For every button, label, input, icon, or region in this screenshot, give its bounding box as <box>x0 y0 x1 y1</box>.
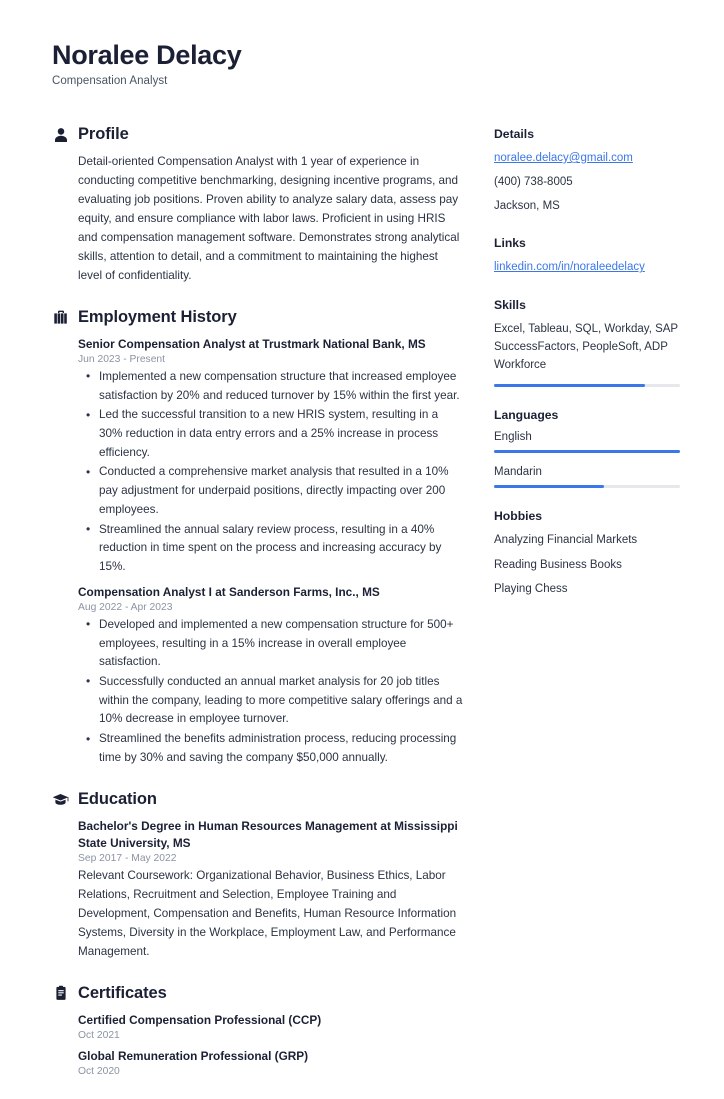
language-level-fill <box>494 450 680 453</box>
main-column <box>52 125 464 1099</box>
location: Jackson, MS <box>494 199 560 212</box>
certificate-entry <box>78 1048 464 1077</box>
section-education <box>52 790 464 962</box>
skills-level-fill <box>494 384 645 387</box>
section-employment-history <box>52 308 464 768</box>
employment-entry-bullets <box>78 616 464 768</box>
language-name: Mandarin <box>494 465 542 478</box>
certificate-title: Certified Compensation Professional (CCP) <box>78 1012 322 1027</box>
bullet-item: • Implemented a new compensation structure that increased employee satisfaction by 20% and reduced turnover by 15% within the first year. <box>78 368 464 405</box>
section-body-certificates <box>52 1012 464 1077</box>
section-title-education: Education <box>78 789 157 808</box>
section-header-employment <box>52 308 464 327</box>
employment-entry-title: Senior Compensation Analyst at Trustmark National Bank, MS <box>78 336 426 351</box>
employment-entry <box>78 336 464 577</box>
employment-entry-date: Jun 2023 - Present <box>78 353 166 365</box>
graduation-cap-icon <box>52 791 69 808</box>
section-certificates <box>52 984 464 1077</box>
education-entry-description: Relevant Coursework: Organizational Behavior, Business Ethics, Labor Relations, Recruitment and Selection, Employee Training and Development, Compensation and Benefits, Human Resource Information Systems, Diversity in the Workplace, Employment Law, and Performance Management. <box>78 868 457 958</box>
bullet-item: • Successfully conducted an annual market analysis for 20 job titles within the company, leading to more competitive salary offerings and a 10% decrease in employee turnover. <box>78 673 464 729</box>
education-entry <box>78 818 464 962</box>
skills-list: Excel, Tableau, SQL, Workday, SAP SuccessFactors, PeopleSoft, ADP Workforce <box>494 323 678 371</box>
section-body-profile <box>52 153 464 286</box>
section-header-education <box>52 790 464 809</box>
email-link[interactable]: noralee.delacy@gmail.com <box>494 152 633 165</box>
certificate-title: Global Remuneration Professional (GRP) <box>78 1048 309 1063</box>
language-level-bar <box>494 450 680 453</box>
employment-entry-bullets <box>78 368 464 577</box>
resume-header <box>52 40 680 87</box>
education-entry-title: Bachelor's Degree in Human Resources Management at Mississippi State University, MS <box>78 818 458 850</box>
section-header-certificates <box>52 984 464 1003</box>
language-name: English <box>494 430 532 443</box>
sidebar-title-hobbies: Hobbies <box>494 508 543 523</box>
hobby-item: Analyzing Financial Markets <box>494 533 638 546</box>
bullet-item: • Developed and implemented a new compensation structure for 500+ employees, resulting in a 15% increase in overall employee satisfaction. <box>78 616 464 672</box>
section-body-education <box>52 818 464 962</box>
section-profile <box>52 125 464 286</box>
sidebar-title-details: Details <box>494 127 534 142</box>
section-title-certificates: Certificates <box>78 983 167 1002</box>
bullet-item: • Streamlined the annual salary review process, resulting in a 40% reduction in time spent on the process and increasing accuracy by 15%. <box>78 521 464 577</box>
clipboard-icon <box>52 985 69 1002</box>
sidebar-title-links: Links <box>494 236 526 251</box>
bullet-item: • Conducted a comprehensive market analysis that resulted in a 10% pay adjustment for underpaid positions, directly impacting over 200 employees. <box>78 463 464 519</box>
language-level-bar <box>494 485 680 488</box>
certificate-date: Oct 2021 <box>78 1029 120 1041</box>
certificate-entry <box>78 1012 464 1041</box>
hobby-item: Playing Chess <box>494 583 568 596</box>
skills-level-bar <box>494 384 680 387</box>
sidebar-column <box>494 125 680 620</box>
linkedin-link[interactable]: linkedin.com/in/noraleedelacy <box>494 261 645 274</box>
employment-entry-title: Compensation Analyst I at Sanderson Farms, Inc., MS <box>78 584 380 599</box>
hobby-item: Reading Business Books <box>494 558 622 571</box>
sidebar-block-languages <box>494 408 680 488</box>
sidebar-block-skills <box>494 298 680 386</box>
sidebar-title-languages: Languages <box>494 407 559 422</box>
sidebar-block-links <box>494 236 680 277</box>
bullet-item: • Streamlined the benefits administration process, reducing processing time by 30% and saving the company $50,000 annually. <box>78 730 464 767</box>
language-item <box>494 431 680 453</box>
section-title-profile: Profile <box>78 125 129 144</box>
section-title-employment: Employment History <box>78 307 237 326</box>
phone-number: (400) 738-8005 <box>494 175 573 188</box>
resume-body <box>52 125 680 1099</box>
sidebar-block-hobbies <box>494 509 680 599</box>
language-item <box>494 466 680 488</box>
candidate-job-title: Compensation Analyst <box>52 75 168 88</box>
profile-text: Detail-oriented Compensation Analyst with 1 year of experience in conducting competitive benchmarking, designing incentive programs, and evaluating job positions. Proven ability to analyze salary data, assess pay equity, and ensure compliance with labor laws. Proficient in using HRIS and compensation management software. Demonstrates strong analytical skills, attention to detail, and a commitment to maintaining the highest level of confidentiality. <box>78 155 460 282</box>
sidebar-block-details <box>494 127 680 215</box>
briefcase-icon <box>52 309 69 326</box>
education-entry-date: Sep 2017 - May 2022 <box>78 852 177 864</box>
language-level-fill <box>494 485 604 488</box>
person-icon <box>52 126 69 143</box>
certificate-date: Oct 2020 <box>78 1065 120 1077</box>
section-header-profile <box>52 125 464 144</box>
section-body-employment <box>52 336 464 768</box>
employment-entry <box>78 584 464 768</box>
employment-entry-date: Aug 2022 - Apr 2023 <box>78 601 173 613</box>
bullet-item: • Led the successful transition to a new HRIS system, resulting in a 30% reduction in data entry errors and a 25% increase in process efficiency. <box>78 406 464 462</box>
sidebar-title-skills: Skills <box>494 298 526 313</box>
candidate-name: Noralee Delacy <box>52 40 242 70</box>
